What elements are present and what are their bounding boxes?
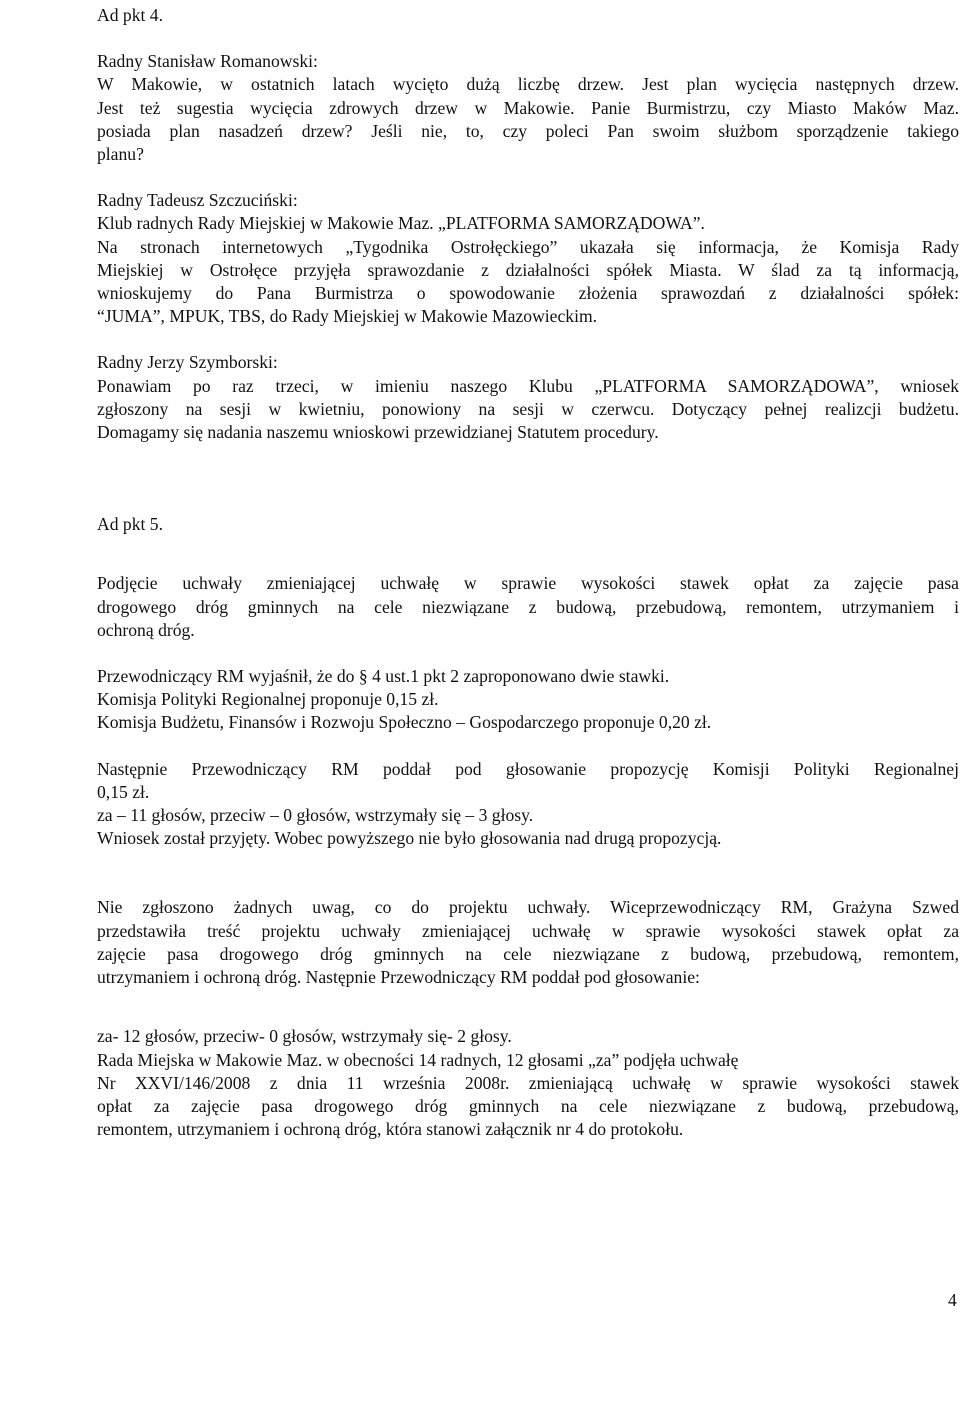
paragraph-line: zajęcie pasa drogowego dróg gminnych na cele niezwiązane z budową, przebudową, remontem, xyxy=(97,943,959,964)
speaker-szczucinski: Radny Tadeusz Szczuciński: xyxy=(97,190,298,211)
paragraph-line: opłat za zajęcie pasa drogowego dróg gminnych na cele niezwiązane z budową, przebudową, xyxy=(97,1095,959,1116)
paragraph-line: W Makowie, w ostatnich latach wycięto dużą liczbę drzew. Jest plan wycięcia następnych drzew. xyxy=(97,74,959,95)
paragraph-line: Następnie Przewodniczący RM poddał pod głosowanie propozycję Komisji Polityki Regionalnej xyxy=(97,758,959,779)
paragraph-line: planu? xyxy=(97,144,144,165)
paragraph-line: Na stronach internetowych „Tygodnika Ostrołęckiego” ukazała się informacja, że Komisja Rady xyxy=(97,236,959,257)
section-heading-ad-pkt-4: Ad pkt 4. xyxy=(97,5,163,25)
page-number: 4 xyxy=(948,1290,957,1310)
paragraph-line: za – 11 głosów, przeciw – 0 głosów, wstrzymały się – 3 głosy. xyxy=(97,805,534,826)
paragraph-line: “JUMA”, MPUK, TBS, do Rady Miejskiej w Makowie Mazowieckim. xyxy=(97,306,598,327)
paragraph-line: przedstawiła treść projektu uchwały zmieniającej uchwałę w sprawie wysokości stawek opłat za xyxy=(97,920,959,941)
section-heading-ad-pkt-5: Ad pkt 5. xyxy=(97,514,163,535)
paragraph-line: Domagamy się nadania naszemu wnioskowi przewidzianej Statutem procedury. xyxy=(97,422,659,443)
paragraph-line: Jest też sugestia wycięcia zdrowych drzew w Makowie. Panie Burmistrzu, czy Miasto Maków Maz. xyxy=(97,97,959,118)
paragraph-line: Przewodniczący RM wyjaśnił, że do § 4 ust.1 pkt 2 zaproponowano dwie stawki. xyxy=(97,666,670,687)
speaker-romanowski: Radny Stanisław Romanowski: xyxy=(97,51,318,72)
paragraph-line: remontem, utrzymaniem i ochroną dróg, która stanowi załącznik nr 4 do protokołu. xyxy=(97,1119,684,1140)
paragraph-line: Komisja Budżetu, Finansów i Rozwoju Społeczno – Gospodarczego proponuje 0,20 zł. xyxy=(97,712,712,733)
paragraph-line: wnioskujemy do Pana Burmistrza o spowodowanie złożenia sprawozdań z działalności spółek: xyxy=(97,283,959,304)
paragraph-line: Ponawiam po raz trzeci, w imieniu naszego Klubu „PLATFORMA SAMORZĄDOWA”, wniosek xyxy=(97,375,959,396)
paragraph-line: Klub radnych Rady Miejskiej w Makowie Maz. „PLATFORMA SAMORZĄDOWA”. xyxy=(97,213,705,234)
paragraph-line: ochroną dróg. xyxy=(97,619,195,640)
paragraph-line: 0,15 zł. xyxy=(97,781,150,802)
paragraph-line: drogowego dróg gminnych na cele niezwiązane z budową, przebudową, remontem, utrzymaniem i xyxy=(97,596,959,617)
paragraph-line: Podjęcie uchwały zmieniającej uchwałę w sprawie wysokości stawek opłat za zajęcie pasa xyxy=(97,573,959,594)
paragraph-line: Wniosek został przyjęty. Wobec powyższego nie było głosowania nad drugą propozycją. xyxy=(97,828,722,849)
paragraph-line: utrzymaniem i ochroną dróg. Następnie Przewodniczący RM poddał pod głosowanie: xyxy=(97,967,700,988)
paragraph-line: Miejskiej w Ostrołęce przyjęła sprawozdanie z działalności spółek Miasta. W ślad za tą informacją, xyxy=(97,259,959,280)
document-page xyxy=(97,4,959,1141)
paragraph-line: za- 12 głosów, przeciw- 0 głosów, wstrzymały się- 2 głosy. xyxy=(97,1026,512,1047)
speaker-szymborski: Radny Jerzy Szymborski: xyxy=(97,352,278,373)
paragraph-line: posiada plan nasadzeń drzew? Jeśli nie, to, czy poleci Pan swoim służbom sporządzenie takiego xyxy=(97,120,959,141)
paragraph-line: Komisja Polityki Regionalnej proponuje 0,15 zł. xyxy=(97,689,439,710)
paragraph-line: zgłoszony na sesji w kwietniu, ponowiony na sesji w czerwcu. Dotyczący pełnej realizcji budżetu. xyxy=(97,398,959,419)
paragraph-line: Nr XXVI/146/2008 z dnia 11 września 2008r. zmieniającą uchwałę w sprawie wysokości stawek xyxy=(97,1072,959,1093)
paragraph-line: Rada Miejska w Makowie Maz. w obecności 14 radnych, 12 głosami „za” podjęła uchwałę xyxy=(97,1049,739,1070)
paragraph-line: Nie zgłoszono żadnych uwag, co do projektu uchwały. Wiceprzewodniczący RM, Grażyna Szwed xyxy=(97,897,959,918)
